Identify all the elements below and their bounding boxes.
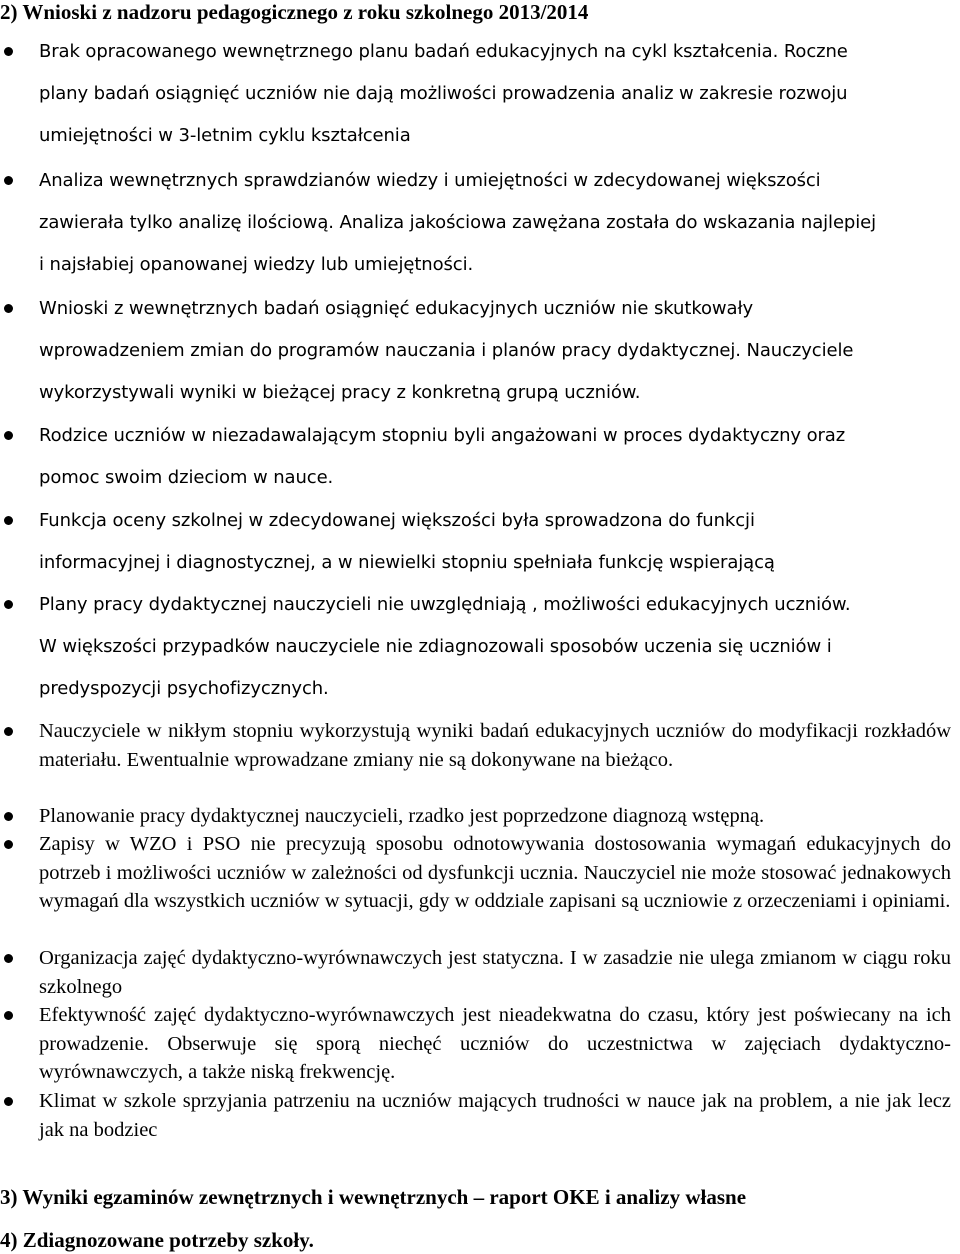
bullet-icon bbox=[4, 431, 13, 440]
bullet-icon bbox=[4, 727, 13, 736]
list-item: Wnioski z wewnętrznych badań osiągnięć edukacyjnych uczniów nie skutkowały wprowadzeniem zmian do programów nauczania i planów pracy dydaktycznej. Nauczyciele wykorzystywali wyniki w bieżącej pracy z konkretną grupą uczniów. bbox=[39, 298, 854, 403]
list-item: Analiza wewnętrznych sprawdzianów wiedzy i umiejętności w zdecydowanej większości zawierała tylko analizę ilościową. Analiza jakościowa zawężana została do wskazania najlepiej i najsłabiej opanowanej wiedzy lub umiejętności. bbox=[39, 170, 877, 275]
bullet-icon bbox=[4, 840, 13, 849]
list-item: Organizacja zajęć dydaktyczno-wyrównawczych jest statyczna. I w zasadzie nie ulega zmianom w ciągu roku szkolnego bbox=[39, 947, 951, 998]
list-item: Funkcja oceny szkolnej w zdecydowanej większości była sprowadzona do funkcji informacyjnej i diagnostycznej, a w niewielki stopniu spełniała funkcję wspierającą bbox=[39, 510, 775, 573]
bullet-icon bbox=[4, 176, 13, 185]
section-heading-3: 3) Wyniki egzaminów zewnętrznych i wewnętrznych – raport OKE i analizy własne bbox=[0, 1185, 747, 1209]
list-item: Klimat w szkole sprzyjania patrzeniu na uczniów mających trudności w nauce jak na problem, a nie jak lecz jak na bodziec bbox=[39, 1090, 951, 1141]
bullet-icon bbox=[4, 954, 13, 963]
list-item: Zapisy w WZO i PSO nie precyzują sposobu odnotowywania dostosowania wymagań edukacyjnych do potrzeb i możliwości uczniów w zależności od dysfunkcji ucznia. Nauczyciel nie może stosować jednakowych wymagań dla wszystkich uczniów w sytuacji, gdy w oddziale zapisani są uczniowie z orzeczeniami i opiniami. bbox=[39, 833, 951, 912]
section-heading-2: 2) Wnioski z nadzoru pedagogicznego z roku szkolnego 2013/2014 bbox=[0, 0, 589, 24]
bullet-icon bbox=[4, 1097, 13, 1106]
list-item: Brak opracowanego wewnętrznego planu badań edukacyjnych na cykl kształcenia. Roczne plany badań osiągnięć uczniów nie dają możliwości prowadzenia analiz w zakresie rozwoju umiejętności w 3-letnim cyklu kształcenia bbox=[39, 41, 848, 146]
bullet-icon bbox=[4, 812, 13, 821]
list-item: Planowanie pracy dydaktycznej nauczycieli, rzadko jest poprzedzone diagnozą wstępną. bbox=[39, 805, 765, 827]
bullet-icon bbox=[4, 304, 13, 313]
list-item: Nauczyciele w nikłym stopniu wykorzystują wyniki badań edukacyjnych uczniów do modyfikacji rozkładów materiału. Ewentualnie wprowadzane zmiany nie są dokonywane na bieżąco. bbox=[39, 720, 951, 771]
list-item: Plany pracy dydaktycznej nauczycieli nie uwzględniają , możliwości edukacyjnych uczniów. W większości przypadków nauczyciele nie zdiagnozowali sposobów uczenia się uczniów i predyspozycji psychofizycznych. bbox=[39, 594, 851, 699]
bullet-icon bbox=[4, 1011, 13, 1020]
bullet-icon bbox=[4, 600, 13, 609]
bullet-icon bbox=[4, 47, 13, 56]
list-item: Efektywność zajęć dydaktyczno-wyrównawczych jest nieadekwatna do czasu, który jest poświecany na ich prowadzenie. Obserwuje się sporą niechęć uczniów do uczestnictwa w zajęciach dydaktyczno-wyrównawczych, a także niską frekwencję. bbox=[39, 1004, 951, 1083]
list-item: Rodzice uczniów w niezadawalającym stopniu byli angażowani w proces dydaktyczny oraz pomoc swoim dzieciom w nauce. bbox=[39, 425, 846, 488]
section-heading-4: 4) Zdiagnozowane potrzeby szkoły. bbox=[0, 1228, 314, 1252]
bullet-icon bbox=[4, 516, 13, 525]
